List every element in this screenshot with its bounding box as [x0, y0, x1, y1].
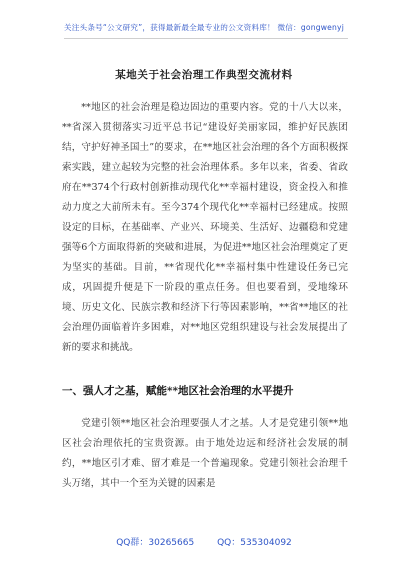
document-title: 某地关于社会治理工作典型交流材料	[115, 69, 293, 81]
footer-qq: QQ：535304092	[217, 538, 292, 548]
section-heading: 一、强人才之基，赋能**地区社会治理的水平提升	[62, 385, 294, 397]
header-divider	[64, 38, 348, 39]
header-promo-note: 关注头条号“公文研究”，获得最新最全最专业的公文资料库！ 微信：gongwenyj	[63, 23, 345, 32]
footer-contact	[0, 535, 408, 548]
section-paragraph: 党建引领**地区社会治理要强人才之基。人才是党建引领**地区社会治理依托的宝贵资源。由于地处边远和经济社会发展的制约，**地区引才难、留才难是一个普遍现象。党建引领社会治理千头万绪，其中一个至为关键的因素是	[62, 418, 348, 489]
footer-qq-group: QQ群：30265665	[116, 538, 195, 548]
body-paragraph: **地区的社会治理是稳边固边的重要内容。党的十八大以来，**省深入贯彻落实习近平总书记“建设好美丽家园，维护好民族团结，守护好神圣国土”的要求，在**地区社会治理的各个方面积极探索实践，建立起较为完整的社会治理体系。多年以来，省委、省政府在**374个行政村创新推动现代化**幸福村建设，资金投入和推动力度之大前所未有。至今374个现代化**幸福村已经建成。按照设定的目标，在基础率、产业兴、环境美、生活好、边疆稳和党建强等6个方面取得新的突破和进展，为促进**地区社会治理奠定了更为坚实的基础。目前，**省现代化**幸福村集中性建设任务已完成，巩固提升便是下一阶段的重点任务。但也要看到，受地缘环境、历史文化、民族宗教和经济下行等因素影响，**省**地区的社会治理仍面临着许多困难，对**地区党组织建设与社会发展提出了新的要求和挑战。	[62, 102, 348, 353]
